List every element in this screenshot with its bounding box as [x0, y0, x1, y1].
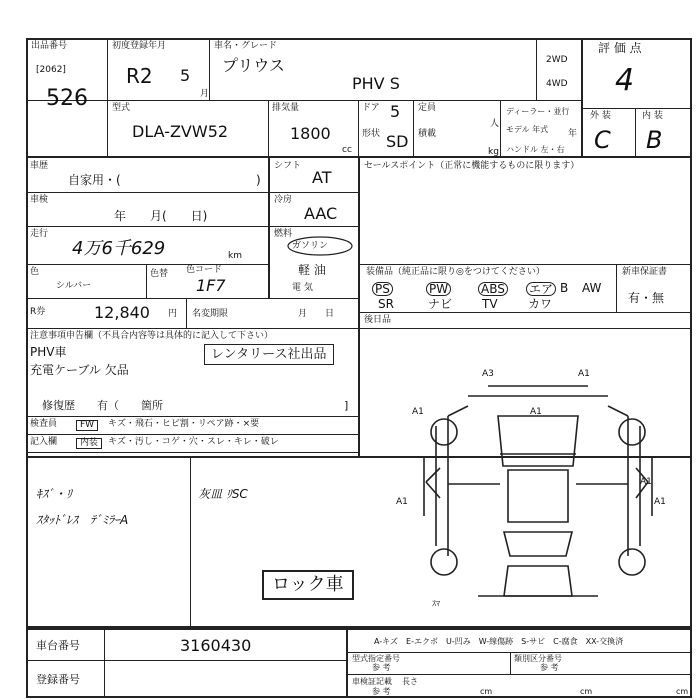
cm-3: cm: [676, 687, 689, 696]
lot-bracket: [2062]: [36, 65, 66, 75]
recycle-value: 12,840: [94, 303, 150, 322]
equip-item: TV: [482, 297, 498, 311]
inspector-label: 検査員: [30, 419, 58, 429]
damage-legend: A-キズ E-エクボ U-凹み W-線傷跡 S-サビ C-腐食 XX-交換済: [374, 637, 624, 646]
fw-tag: FW: [76, 420, 98, 431]
lot-number: 526: [46, 86, 88, 111]
dealer-label: ディーラー・並行: [506, 107, 570, 116]
mark-a1-rfront: A1: [640, 477, 652, 487]
rental-stamp-text: レンタリース社出品: [211, 347, 327, 362]
car-grade: PHV S: [352, 74, 400, 93]
warranty-value: 有・無: [628, 291, 665, 305]
shift-label: シフト: [274, 161, 302, 171]
body-type: SD: [386, 132, 409, 151]
note-phv: PHV車: [30, 345, 67, 359]
shift-value: AT: [312, 168, 332, 187]
drive-4wd: 4WD: [546, 79, 568, 89]
remark-left-1: ｷｽﾞ・ﾘ: [36, 487, 73, 501]
inspection-label: 車検: [30, 195, 49, 205]
score-label: 評 価 点: [598, 41, 642, 55]
drive-2wd: 2WD: [546, 55, 568, 65]
lock-stamp-text: ロック車: [272, 574, 344, 595]
mark-a1-left: A1: [412, 407, 424, 417]
inspection-value: 年 月( 日): [114, 209, 208, 223]
rental-stamp: [204, 344, 334, 365]
model-label: 型式: [112, 103, 131, 113]
fuel-label: 燃料: [274, 229, 293, 239]
car-name-label: 車名・グレード: [214, 41, 278, 51]
cc-unit: cc: [342, 145, 352, 155]
load-label: 積載: [418, 129, 437, 139]
valid-value: 月 日: [298, 309, 335, 319]
legend-interior: キズ・汚し・コゲ・穴・スレ・キレ・破レ: [108, 437, 279, 447]
entry-label: 記入欄: [30, 437, 58, 447]
exterior-label: 外 装: [590, 111, 611, 121]
remark-right: 灰皿 ﾘSC: [198, 487, 248, 501]
mileage-value: 4万6千629: [72, 238, 166, 259]
equip-item: B: [560, 281, 569, 295]
equip-item: カワ: [528, 297, 553, 311]
history-label: 車歴: [30, 161, 49, 171]
ac-label: 冷房: [274, 195, 293, 205]
repair-label: 修復歴 有（ 箇所: [42, 399, 163, 412]
mileage-label: 走行: [30, 229, 49, 239]
equip-item: PS: [372, 282, 393, 296]
reg-label: 登録番号: [36, 673, 80, 686]
color-label: 色: [30, 267, 40, 277]
glass-mark: ｽﾏ: [432, 599, 440, 608]
lot-label: 出品番号: [31, 41, 68, 51]
remark-left-2: ｽﾀｯﾄﾞﾚｽ ﾃﾞﾐﾗｰA: [36, 513, 129, 527]
fuel-diesel: 軽 油: [298, 263, 326, 277]
repair-close: ]: [344, 399, 349, 412]
yen-unit: 円: [168, 309, 178, 319]
ref-1: 参 考: [372, 663, 391, 672]
mark-a1-rside: A1: [654, 497, 666, 507]
repaint-label: 色替: [150, 269, 169, 279]
mark-a1-hood: A1: [530, 407, 542, 417]
interior-tag: 内装: [76, 438, 102, 449]
retrofit-label: 後日品: [364, 315, 392, 325]
mark-a3: A3: [482, 369, 494, 379]
interior-label: 内 装: [642, 111, 663, 121]
lock-stamp: [262, 570, 354, 600]
class-label: 類別区分番号: [514, 654, 562, 663]
length-label: 長さ: [402, 677, 418, 686]
equip-item: SR: [378, 297, 394, 311]
ref-2: 参 考: [540, 663, 559, 672]
body-label: 形状: [362, 129, 381, 139]
reg-year: R2: [126, 64, 153, 88]
kg-unit: kg: [488, 147, 499, 157]
month-unit: 月: [200, 89, 210, 99]
valid-label: 名変期限: [192, 309, 229, 319]
history-value: 自家用・(: [68, 173, 121, 187]
cm-2: cm: [580, 687, 593, 696]
mark-a1-top: A1: [578, 369, 590, 379]
ac-value: AAC: [304, 204, 338, 223]
header-frame: [26, 38, 692, 158]
sales-points-label: セールスポイント（正常に機能するものに限ります）: [364, 161, 580, 171]
ref-3: 参 考: [372, 687, 391, 696]
doors-label: ドア: [362, 103, 380, 113]
fuel-elec: 電 気: [292, 283, 313, 293]
reg-month: 5: [180, 66, 191, 85]
km-unit: km: [228, 251, 242, 261]
score-value: 4: [615, 63, 635, 98]
equip-item: PW: [426, 282, 451, 296]
equip-label: 装備品（純正品に限り◎をつけてください）: [366, 267, 545, 277]
notes-label: 注意事項申告欄（不具合内容等は具体的に記入して下さい）: [30, 331, 274, 341]
exterior-grade: C: [594, 126, 611, 154]
color-value: シルバー: [56, 281, 92, 291]
color-code: 1F7: [196, 276, 226, 295]
mark-a1-lside: A1: [396, 497, 408, 507]
doors: 5: [390, 102, 401, 121]
chassis-label: 車台番号: [36, 639, 80, 652]
type-cert-label: 型式指定番号: [352, 654, 400, 663]
car-diagram: [408, 366, 668, 616]
cert-size-label: 車検証記載: [352, 677, 392, 686]
color-code-label: 色コード: [186, 265, 223, 275]
car-name: プリウス: [222, 56, 285, 75]
model-code: DLA-ZVW52: [132, 122, 229, 141]
interior-grade: B: [646, 126, 663, 154]
year-unit: 年: [568, 129, 578, 139]
first-reg-label: 初度登録年月: [112, 41, 167, 51]
warranty-label: 新車保証書: [622, 267, 668, 277]
equip-item: ナビ: [428, 297, 453, 311]
equip-item: AW: [582, 281, 602, 295]
handle-label: ハンドル 左・右: [506, 145, 565, 154]
note-cable: 充電ケーブル 欠品: [30, 363, 129, 377]
model-year-label: モデル 年式: [506, 125, 549, 134]
capacity-label: 定員: [418, 103, 437, 113]
recycle-label: R券: [30, 307, 46, 317]
fuel-gasoline: ガソリン: [292, 241, 329, 251]
equip-item: ABS: [478, 282, 508, 296]
displacement: 1800: [290, 124, 331, 143]
cm-1: cm: [480, 687, 493, 696]
displacement-label: 排気量: [272, 103, 300, 113]
equip-item: エア: [526, 282, 556, 296]
legend-exterior: キズ・飛石・ヒビ割・リペア跡・×要: [108, 419, 260, 429]
person-unit: 人: [490, 119, 500, 129]
fuel-circle: [284, 236, 354, 256]
history-close: ): [256, 173, 261, 187]
chassis-number: 3160430: [180, 636, 252, 655]
